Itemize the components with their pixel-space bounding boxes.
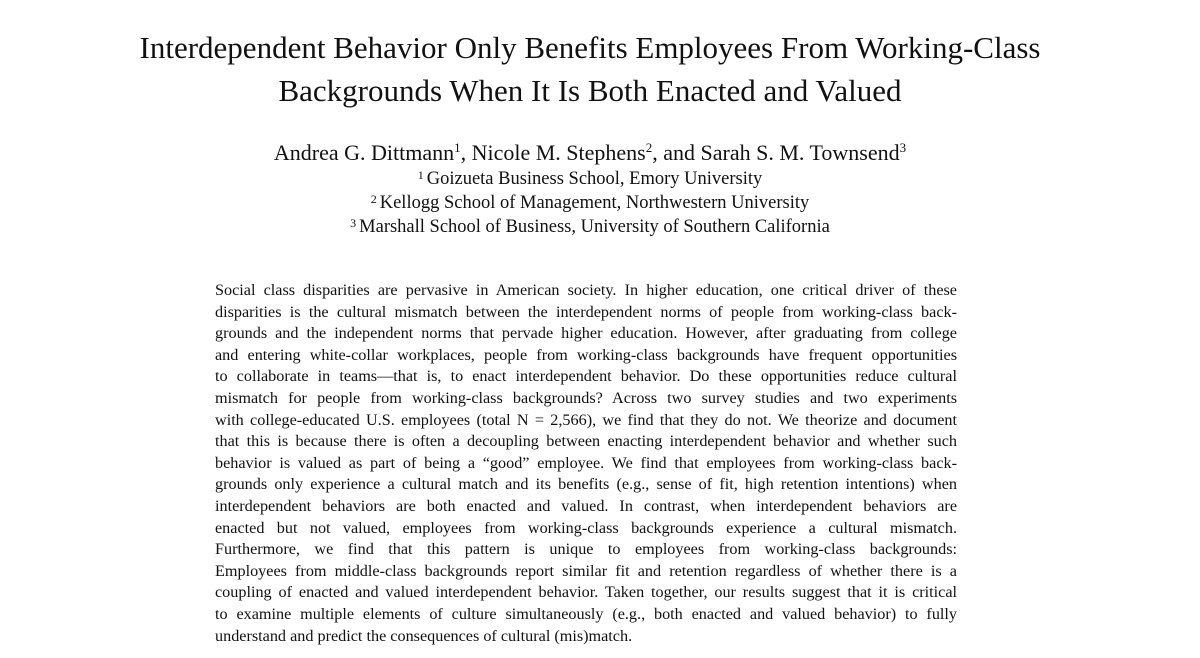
affiliation-text: Kellogg School of Management, Northwestern University (379, 193, 810, 213)
affiliation (40, 191, 1140, 215)
affiliation-marker: 2 (370, 192, 377, 206)
abstract-line: enacted but not valued, employees from working-class backgrounds experience a cultural mismatch. (215, 518, 957, 537)
abstract-line: mismatch for people from working-class backgrounds? Across two survey studies and two experiments (215, 388, 957, 407)
abstract-line: grounds only experience a cultural match and its benefits (e.g., sense of fit, high retention intentions) when (215, 475, 957, 494)
paper-title (40, 26, 1140, 112)
abstract-line: that this is because there is often a decoupling between enacting interdependent behavior and whether such (215, 432, 957, 451)
affiliation-text: Goizueta Business School, Emory University (426, 169, 763, 189)
affiliation (40, 215, 1140, 239)
affiliation (40, 167, 1140, 191)
abstract-line: interdependent behaviors are both enacted and valued. In contrast, when interdependent behaviors are (215, 496, 957, 515)
author-affiliation-marker: 3 (899, 140, 907, 155)
abstract-line: Furthermore, we find that this pattern is unique to employees from working-class backgrounds: (215, 540, 957, 559)
author-affiliation-marker: 2 (645, 140, 653, 155)
abstract-line: Employees from middle-class backgrounds report similar fit and retention regardless of whether there is a (215, 561, 957, 580)
abstract-line: Social class disparities are pervasive in American society. In higher education, one critical driver of these (215, 281, 957, 299)
affiliation-text: Marshall School of Business, University of Southern California (359, 217, 830, 237)
abstract-line: with college-educated U.S. employees (total N = 2,566), we find that they do not. We theorize and document (215, 410, 957, 429)
author-affiliation-marker: 1 (454, 140, 461, 155)
author-list (40, 139, 1140, 167)
author-separator: , (460, 140, 472, 165)
author-separator: , and (652, 140, 701, 165)
abstract-line: disparities is the cultural mismatch between the interdependent norms of people from working-class back- (215, 302, 957, 321)
author-name: Sarah S. M. Townsend (700, 140, 900, 165)
abstract-line: to examine multiple elements of culture simultaneously (e.g., both enacted and valued behavior) to fully (215, 604, 957, 623)
affiliation-marker: 3 (350, 216, 357, 230)
abstract-line: grounds and the independent norms that pervade higher education. However, after graduating from college (215, 324, 957, 343)
title-line: Interdependent Behavior Only Benefits Employees From Working-Class (139, 30, 1041, 65)
title-line: Backgrounds When It Is Both Enacted and Valued (278, 73, 902, 108)
abstract-line: coupling of enacted and valued interdependent behavior. Taken together, our results suggest that it is critical (215, 583, 957, 602)
affiliation-marker: 1 (417, 168, 424, 182)
author-name: Andrea G. Dittmann (273, 140, 455, 165)
abstract-line: behavior is valued as part of being a “good” employee. We find that employees from working-class back- (215, 453, 957, 472)
affiliation-list (40, 167, 1140, 239)
abstract-line: to collaborate in teams—that is, to enact interdependent behavior. Do these opportunities reduce cultural (215, 367, 957, 386)
abstract (215, 280, 957, 647)
abstract-line: and entering white-collar workplaces, people from working-class backgrounds have frequent opportunities (215, 345, 957, 364)
abstract-line: understand and predict the consequences of cultural (mis)match. (215, 626, 633, 645)
author-name: Nicole M. Stephens (471, 140, 646, 165)
